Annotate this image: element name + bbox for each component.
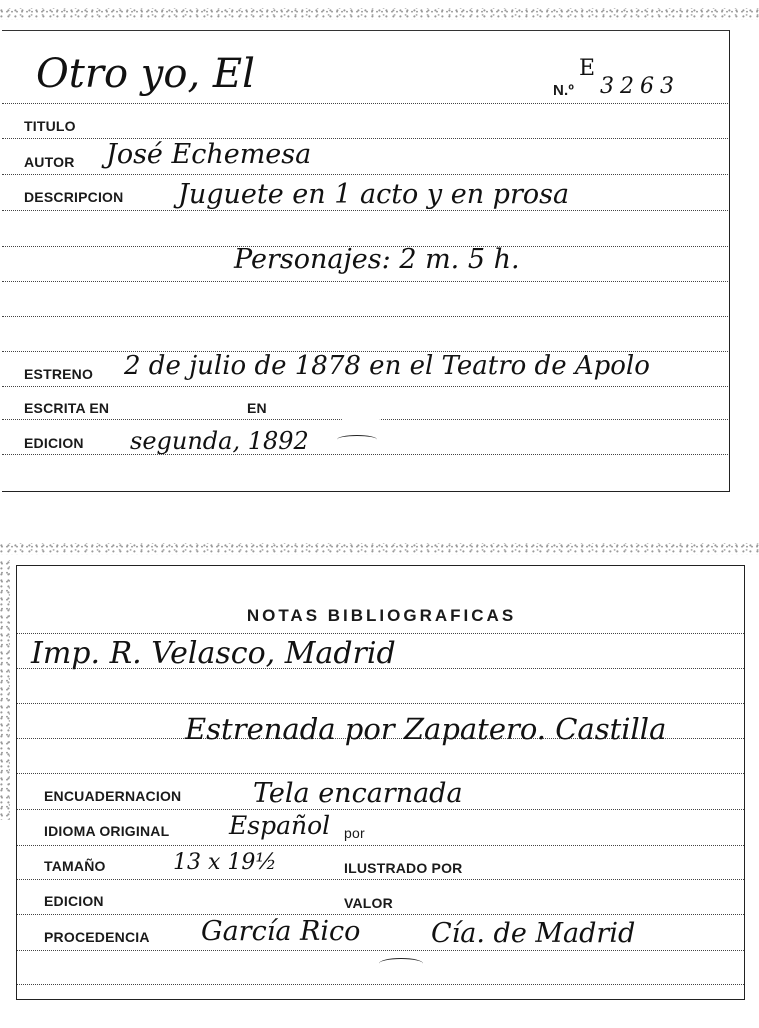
ilustrado-label: ILUSTRADO POR (344, 860, 463, 876)
procedencia-value-2: Cía. de Madrid (431, 918, 636, 949)
rule-line (17, 633, 744, 634)
notes-heading: NOTAS BIBLIOGRAFICAS (246, 606, 517, 625)
rule-line (17, 984, 744, 985)
en-label: EN (247, 400, 267, 416)
edicion-label-notes: EDICION (44, 893, 104, 909)
estreno-label: ESTRENO (24, 366, 94, 382)
scan-noise-middle (0, 543, 759, 555)
rule-line (2, 454, 728, 455)
card-number: 3263 (600, 74, 680, 99)
estreno-value: 2 de julio de 1878 en el Teatro de Apolo (124, 351, 650, 381)
encuadernacion-value: Tela encarnada (253, 778, 463, 809)
descripcion-label: DESCRIPCION (24, 189, 124, 205)
note-line-2: Estrenada por Zapatero. Castilla (185, 712, 667, 746)
personajes-value: Personajes: 2 m. 5 h. (234, 244, 520, 275)
rule-line (2, 316, 728, 317)
rule-line (17, 914, 744, 915)
tamano-value: 13 x 19½ (173, 850, 277, 875)
escrita-en-label: ESCRITA EN (24, 400, 110, 416)
scan-noise-top (0, 8, 759, 20)
catalog-card-notes (16, 565, 745, 1000)
rule-line (17, 879, 744, 880)
encuadernacion-label: ENCUADERNACION (44, 788, 182, 804)
idioma-label: IDIOMA ORIGINAL (44, 823, 170, 839)
rule-line (2, 386, 728, 387)
edicion-label: EDICION (24, 435, 84, 451)
autor-label: AUTOR (24, 154, 75, 170)
title-value: Otro yo, El (36, 51, 255, 97)
rule-line (2, 174, 728, 175)
titulo-label: TITULO (24, 118, 76, 134)
rule-line (17, 950, 744, 951)
rule-line (17, 703, 744, 704)
rule-line (17, 809, 744, 810)
edicion-value: segunda, 1892 (130, 427, 309, 455)
procedencia-label: PROCEDENCIA (44, 929, 150, 945)
rule-line (17, 845, 744, 846)
scan-blot (338, 393, 384, 427)
scan-noise-left (0, 560, 10, 820)
descripcion-value: Juguete en 1 acto y en prosa (178, 179, 570, 210)
autor-value: José Echemesa (106, 139, 312, 170)
idioma-value: Español (229, 811, 331, 840)
rule-line (2, 281, 728, 282)
tamano-label: TAMAÑO (44, 858, 106, 874)
pen-stroke (379, 958, 423, 969)
por-label: por (344, 825, 365, 841)
rule-line (2, 210, 728, 211)
valor-label: VALOR (344, 895, 393, 911)
pen-stroke (337, 435, 377, 444)
rule-line (17, 773, 744, 774)
number-prefix: E (579, 56, 596, 81)
note-line-1: Imp. R. Velasco, Madrid (31, 636, 396, 671)
number-label: N.º (553, 82, 575, 99)
rule-line (2, 103, 728, 104)
catalog-card-main (2, 30, 730, 492)
procedencia-value: García Rico (201, 916, 361, 947)
